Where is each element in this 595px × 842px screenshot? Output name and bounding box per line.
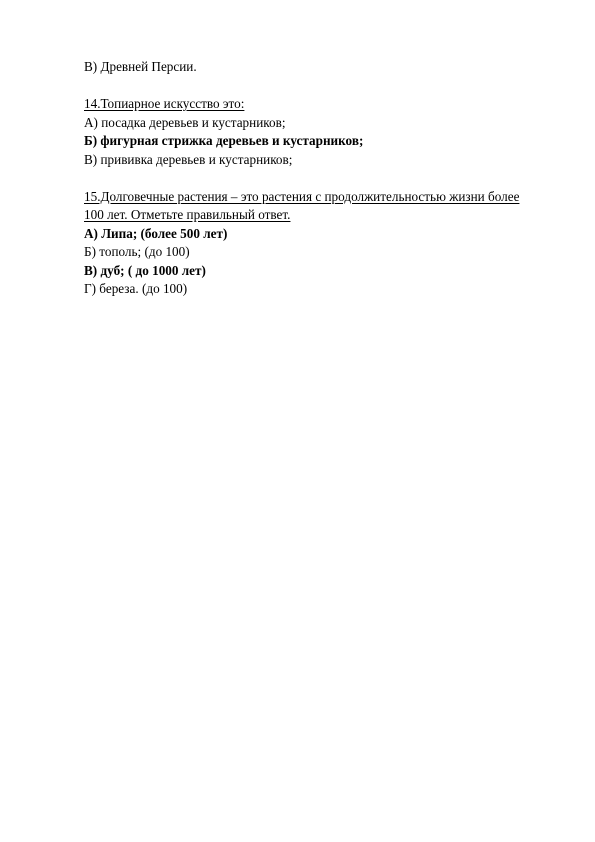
q14-option-a: А) посадка деревьев и кустарников; [84,114,286,130]
previous-answer-line: В) Древней Персии. [84,59,197,74]
q15-option-a-correct: А) Липа; (более 500 лет) [84,225,228,241]
paragraph-spacer [84,77,554,96]
question-15-line-1: 15.Долговечные растения – это растения с продолжительностью жизни более [84,188,520,204]
question-14: 14.Топиарное искусство это: [84,96,245,111]
q15-option-d: Г) береза. (до 100) [84,281,188,296]
q15-option-c-correct: В) дуб; ( до 1000 лет) [84,262,206,278]
q15-option-b: Б) тополь; (до 100) [84,244,190,259]
paragraph-spacer [84,169,554,188]
q14-option-b-correct: Б) фигурная стрижка деревьев и кустарников; [84,133,364,148]
question-15-line-2: 100 лет. Отметьте правильный ответ. [84,207,291,222]
q14-option-c: В) прививка деревьев и кустарников; [84,151,293,167]
document-body [84,58,554,299]
